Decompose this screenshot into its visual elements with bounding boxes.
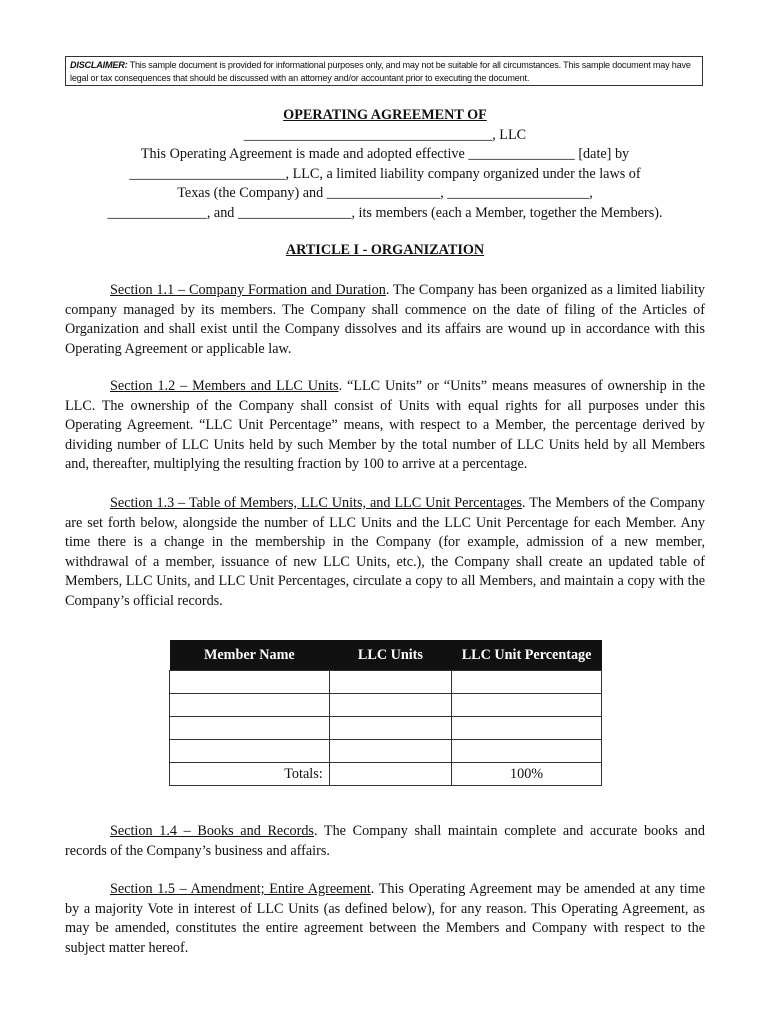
column-header-llc-units: LLC Units <box>329 640 451 671</box>
section-heading: Section 1.4 – Books and Records <box>110 823 314 839</box>
totals-percentage: 100% <box>452 763 602 786</box>
totals-row <box>170 763 602 786</box>
totals-label: Totals: <box>170 763 330 786</box>
disclaimer-text: This sample document is provided for informational purposes only, and may not be suitable for all circumstances. This sample document may have legal or tax consequences that should be discussed with an attorney and/or accountant prior to executing the document. <box>70 60 691 83</box>
totals-units-cell[interactable] <box>329 763 451 786</box>
table-cell[interactable] <box>452 671 602 694</box>
article-heading: ARTICLE I - ORGANIZATION <box>285 242 485 258</box>
section-1-5 <box>65 880 705 958</box>
section-heading: Section 1.2 – Members and LLC Units <box>110 378 339 394</box>
table-header-row <box>170 640 602 671</box>
table-cell[interactable] <box>452 717 602 740</box>
table-row <box>170 694 602 717</box>
section-heading: Section 1.1 – Company Formation and Duration <box>110 282 386 298</box>
table-cell[interactable] <box>329 717 451 740</box>
section-body: . The Company shall maintain complete and accurate books and records of the Company’s business and affairs. <box>65 823 705 859</box>
table-cell[interactable] <box>452 740 602 763</box>
section-body: . “LLC Units” or “Units” means measures of ownership in the LLC. The ownership of the Company shall consist of Units with equal rights for all purposes under this Operating Agreement. “LLC Unit Percentage” means, with respect to a Member, the percentage derived by dividing number of LLC Units held by such Member by the total number of LLC Units held by all Members and, thereafter, multiplying the resulting fraction by 100 to arrive at a percentage. <box>65 378 705 473</box>
section-body: . This Operating Agreement may be amended at any time by a majority Vote in interest of LLC Units (as defined below), for any reason. This Operating Agreement, as may be amended, constitutes the entire agreement between the Members and Company with respect to the subject matter hereof. <box>65 881 706 956</box>
section-1-1 <box>65 281 705 359</box>
section-1-3 <box>65 494 705 612</box>
table-cell[interactable] <box>329 740 451 763</box>
section-heading: Section 1.5 – Amendment; Entire Agreement <box>110 881 371 897</box>
column-header-llc-unit-percentage: LLC Unit Percentage <box>452 640 602 671</box>
table-cell[interactable] <box>170 717 330 740</box>
title-line-llc-name: ___________________________________, LLC <box>243 126 527 143</box>
title-block <box>60 106 710 224</box>
section-heading: Section 1.3 – Table of Members, LLC Units, and LLC Unit Percentages <box>110 495 523 511</box>
table-cell[interactable] <box>170 671 330 694</box>
members-table <box>169 640 602 786</box>
table-cell[interactable] <box>170 694 330 717</box>
table-row <box>170 671 602 694</box>
disclaimer-lead: DISCLAIMER: <box>70 60 128 70</box>
section-body: . The Members of the Company are set forth below, alongside the number of LLC Units and the LLC Unit Percentage for each Member. Any time there is a change in the membership in the Company (for example, admission of a new member, withdrawal of a member, issuance of new LLC Units, etc.), the Company shall create an updated table of Members, LLC Units, and LLC Unit Percentages, circulate a copy to all Members, and maintain a copy with the Company’s official records. <box>65 495 705 609</box>
disclaimer-box <box>65 56 703 86</box>
title-line-members-1: Texas (the Company) and ________________, ____________________, <box>177 185 593 202</box>
table-cell[interactable] <box>170 740 330 763</box>
table-row <box>170 717 602 740</box>
table-cell[interactable] <box>329 671 451 694</box>
section-body: . The Company has been organized as a limited liability company managed by its members. The Company shall commence on the date of filing of the Articles of Organization and shall exist until the Company dissolves and its affairs are wound up in accordance with this Operating Agreement or applicable law. <box>65 282 705 357</box>
document-title: OPERATING AGREEMENT OF <box>283 107 487 123</box>
section-1-4 <box>65 822 705 861</box>
title-line-effective-date: This Operating Agreement is made and adopted effective _______________ [date] by <box>140 146 630 163</box>
column-header-member-name: Member Name <box>170 640 330 671</box>
table-row <box>170 740 602 763</box>
section-1-2 <box>65 377 705 475</box>
title-line-members-2: ______________, and ________________, its members (each a Member, together the Members). <box>107 204 663 221</box>
title-line-company: ______________________, LLC, a limited liability company organized under the laws of <box>129 165 641 182</box>
table-cell[interactable] <box>329 694 451 717</box>
table-cell[interactable] <box>452 694 602 717</box>
